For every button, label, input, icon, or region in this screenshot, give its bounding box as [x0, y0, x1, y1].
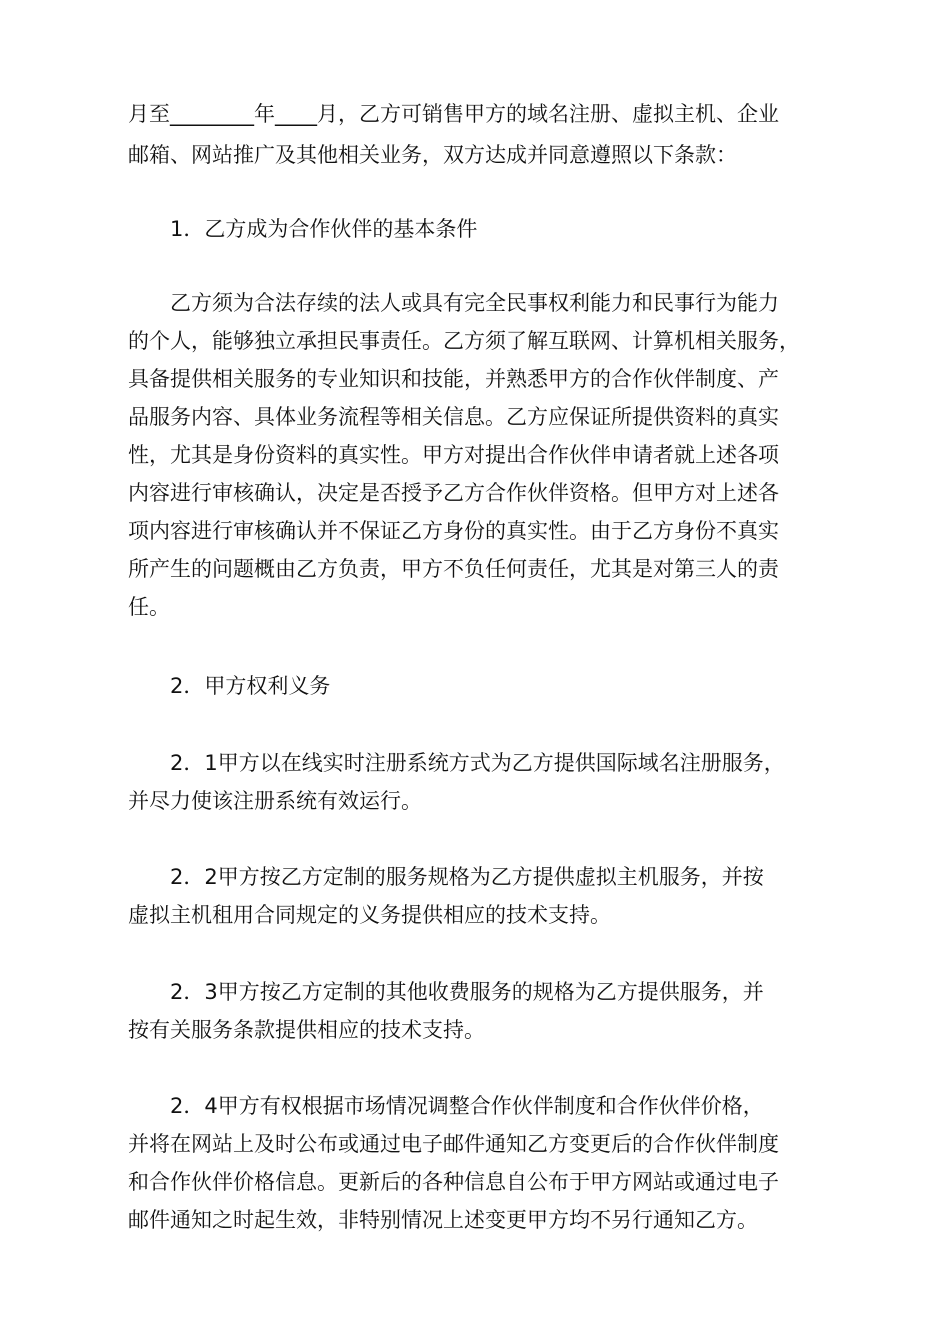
paragraph-line: 品服务内容、具体业务流程等相关信息。乙方应保证所提供资料的真实	[128, 405, 779, 429]
section-heading: 1．乙方成为合作伙伴的基本条件	[128, 217, 478, 241]
paragraph-line: 项内容进行审核确认并不保证乙方身份的真实性。由于乙方身份不真实	[128, 519, 779, 543]
paragraph-line: 所产生的问题概由乙方负责，甲方不负任何责任，尤其是对第三人的责	[128, 557, 779, 581]
paragraph-line: 乙方须为合法存续的法人或具有完全民事权利能力和民事行为能力	[128, 291, 779, 315]
section-heading: 2．甲方权利义务	[128, 674, 331, 698]
clause-line: 并将在网站上及时公布或通过电子邮件通知乙方变更后的合作伙伴制度	[128, 1132, 779, 1156]
clause-line: 按有关服务条款提供相应的技术支持。	[128, 1018, 485, 1042]
paragraph-line: 性，尤其是身份资料的真实性。甲方对提出合作伙伴申请者就上述各项	[128, 443, 779, 467]
clause-line: 2．2甲方按乙方定制的服务规格为乙方提供虚拟主机服务，并按	[128, 865, 764, 889]
clause-line: 2．1甲方以在线实时注册系统方式为乙方提供国际域名注册服务，	[128, 751, 785, 775]
clause-line: 并尽力使该注册系统有效运行。	[128, 789, 422, 813]
paragraph-line: 任。	[128, 595, 170, 619]
paragraph-line: 内容进行审核确认，决定是否授予乙方合作伙伴资格。但甲方对上述各	[128, 481, 779, 505]
clause-line: 邮件通知之时起生效，非特别情况上述变更甲方均不另行通知乙方。	[128, 1208, 758, 1232]
clause-line: 和合作伙伴价格信息。更新后的各种信息自公布于甲方网站或通过电子	[128, 1170, 779, 1194]
clause-line: 2．4甲方有权根据市场情况调整合作伙伴制度和合作伙伴价格，	[128, 1094, 764, 1118]
paragraph-line: 具备提供相关服务的专业知识和技能，并熟悉甲方的合作伙伴制度、产	[128, 367, 779, 391]
intro-line: 邮箱、网站推广及其他相关业务，双方达成并同意遵照以下条款：	[128, 143, 737, 167]
paragraph-line: 的个人，能够独立承担民事责任。乙方须了解互联网、计算机相关服务，	[128, 329, 800, 353]
clause-line: 2．3甲方按乙方定制的其他收费服务的规格为乙方提供服务，并	[128, 980, 764, 1004]
clause-line: 虚拟主机租用合同规定的义务提供相应的技术支持。	[128, 903, 611, 927]
intro-line: 月至________年____月，乙方可销售甲方的域名注册、虚拟主机、企业	[128, 102, 779, 126]
